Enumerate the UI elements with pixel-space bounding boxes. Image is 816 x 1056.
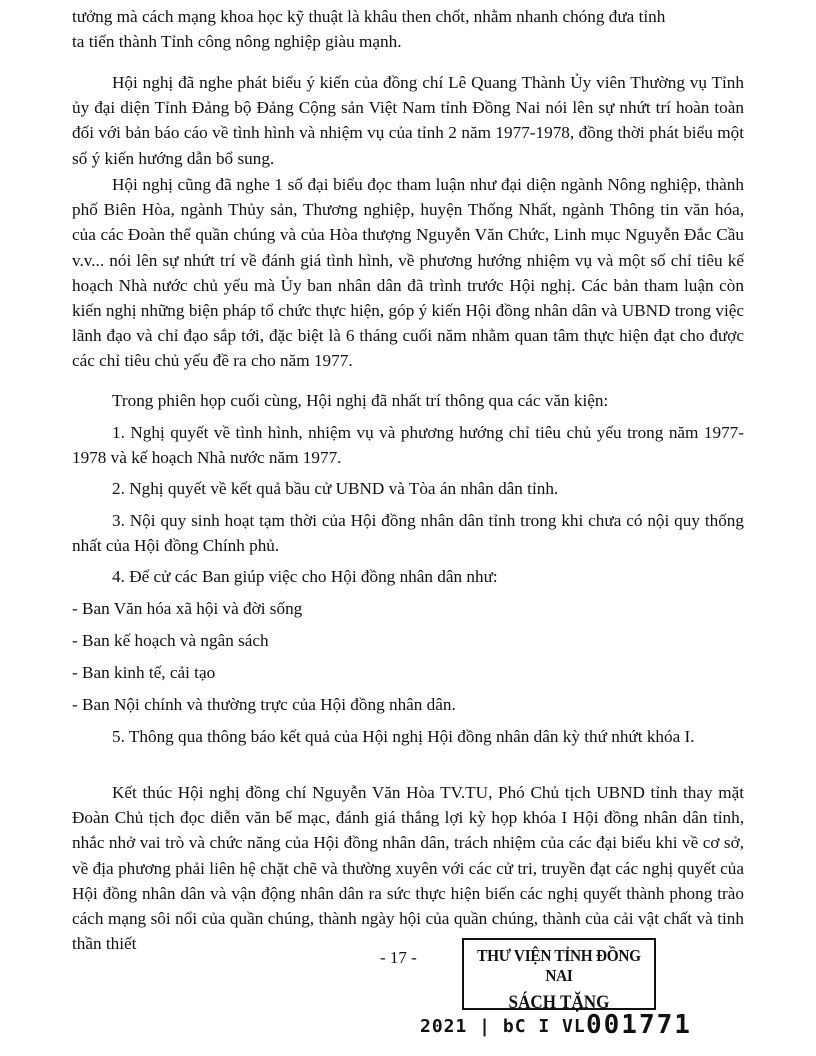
item-rules-3: 3. Nội quy sinh hoạt tạm thời của Hội đồng nhân dân tỉnh trong khi chưa có nội quy thống nhất của Hội đồng Chính phủ.: [72, 511, 744, 556]
committee-planning: - Ban kế hoạch và ngân sách: [72, 631, 269, 650]
paragraph-speech-le-quang-thanh: Hội nghị đã nghe phát biểu ý kiến của đồng chí Lê Quang Thành Ủy viên Thường vụ Tỉnh ủy đại diện Tỉnh Đảng bộ Đảng Cộng sản Việt Nam tỉnh Đồng Nai nói lên sự nhứt trí hoàn toàn đối với bản báo cáo về tình hình và nhiệm vụ của tỉnh 2 năm 1977-1978, đồng thời phát biểu một số ý kiến hướng dẫn bổ sung.: [72, 73, 744, 168]
stamp-library-name: THƯ VIỆN TỈNH ĐỒNG NAI: [477, 946, 641, 985]
committee-internal: - Ban Nội chính và thường trực của Hội đồng nhân dân.: [72, 695, 456, 714]
continuation-line-1: tưởng mà cách mạng khoa học kỹ thuật là khâu then chốt, nhằm nhanh chóng đưa tỉnh: [72, 7, 666, 26]
committee-culture: - Ban Văn hóa xã hội và đời sống: [72, 599, 303, 618]
paragraph-final-session: Trong phiên họp cuối cùng, Hội nghị đã nhất trí thông qua các văn kiện:: [112, 391, 609, 410]
catalog-code: 2021 | bC I VL: [420, 1016, 586, 1037]
continuation-line-2: ta tiến thành Tỉnh công nông nghiệp giàu mạnh.: [72, 32, 402, 52]
item-committees-4: 4. Để cử các Ban giúp việc cho Hội đồng nhân dân như:: [112, 567, 498, 586]
item-announcement-5: 5. Thông qua thông báo kết quả của Hội nghị Hội đồng nhân dân kỳ thứ nhứt khóa I.: [112, 727, 695, 746]
committee-economy: - Ban kinh tế, cải tạo: [72, 663, 216, 682]
library-stamp: [462, 938, 656, 1013]
paragraph-closing-speech: Kết thúc Hội nghị đồng chí Nguyễn Văn Hòa TV.TU, Phó Chủ tịch UBND tỉnh thay mặt Đoàn Chủ tịch đọc diễn văn bế mạc, đánh giá thắng lợi kỳ họp khóa I Hội đồng nhân dân tỉnh, nhắc nhở vai trò và chức năng của Hội đồng nhân dân, trách nhiệm của các đại biểu khi về cơ sở, về địa phương phải liên hệ chặt chẽ và thường xuyên với các cử tri, truyền đạt các nghị quyết của Hội đồng nhân dân và vận động nhân dân ra sức thực hiện biến các nghị quyết thành phong trào cách mạng sôi nổi của quần chúng, thành ngày hội của quần chúng, thành của cải vật chất và tinh thần thiết: [72, 783, 744, 954]
accession-number: 001771: [586, 1010, 692, 1040]
item-resolution-1: 1. Nghị quyết về tình hình, nhiệm vụ và phương hướng chỉ tiêu chủ yếu trong năm 1977-1978 và kế hoạch Nhà nước năm 1977.: [72, 423, 744, 468]
paragraph-delegate-reports: Hội nghị cũng đã nghe 1 số đại biểu đọc tham luận như đại diện ngành Nông nghiệp, thành phố Biên Hòa, ngành Thủy sản, Thương nghiệp, huyện Thống Nhất, ngành Thông tin văn hóa, của các Đoàn thể quần chúng và của Hòa thượng Nguyễn Văn Chức, Linh mục Nguyễn Đắc Cầu v.v... nói lên sự nhứt trí về đánh giá tình hình, về phương hướng nhiệm vụ và một số chỉ tiêu kế hoạch Nhà nước chủ yếu mà Ủy ban nhân dân đã trình trước Hội nghị. Các bản tham luận còn kiến nghị những biện pháp tổ chức thực hiện, góp ý kiến Hội đồng nhân dân và UBND trong việc lãnh đạo và chỉ đạo sắp tới, đặc biệt là 6 tháng cuối năm nhằm quan tâm thực hiện đạt cho được các chỉ tiêu chủ yếu đề ra cho năm 1977.: [72, 175, 744, 371]
item-resolution-2: 2. Nghị quyết về kết quả bầu cử UBND và Tòa án nhân dân tỉnh.: [112, 479, 559, 498]
stamp-donation-label: SÁCH TẶNG: [508, 992, 610, 1013]
page-number: - 17 -: [380, 948, 417, 967]
opening-lines: [72, 4, 744, 54]
